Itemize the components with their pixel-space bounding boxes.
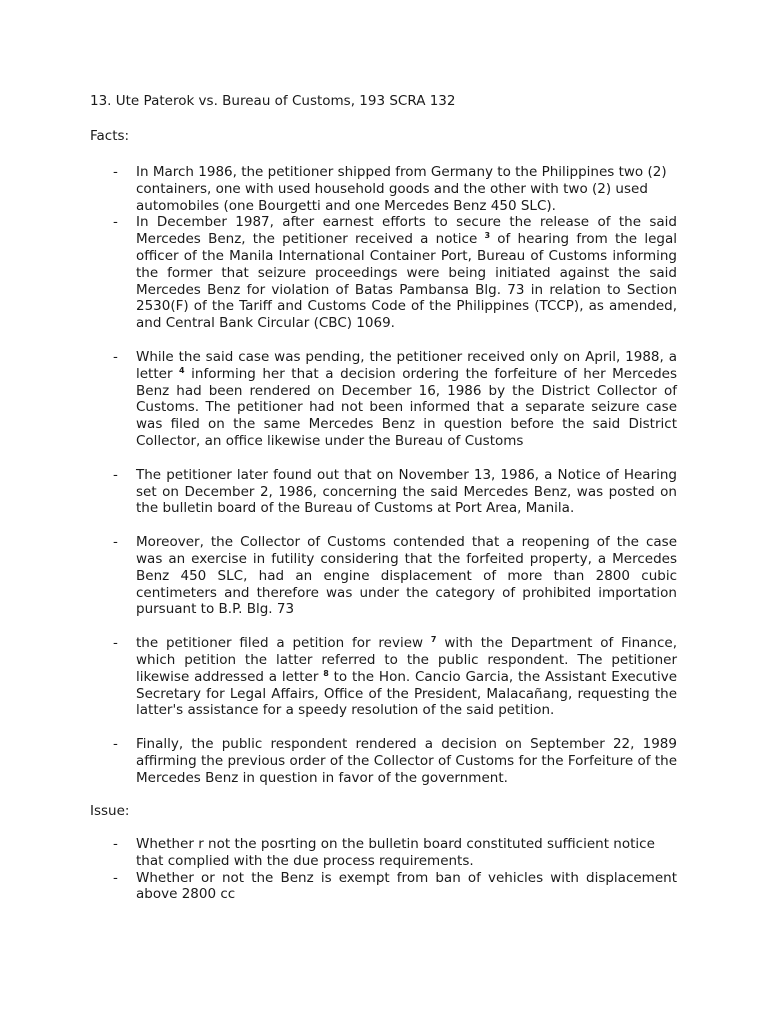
fact-text: In March 1986, the petitioner shipped from Germany to the Philippines two (2) containers, one with used household goods and the other with two (2) used automobiles (one Bourgetti and one Mercedes Benz 450 SLC). [136,164,667,214]
issue-heading: Issue: [90,803,130,819]
bullet-marker: - [113,164,118,180]
fact-text: Finally, the public respondent rendered a decision on September 22, 1989 affirming the previous order of the Collector of Customs for the Forfeiture of the Mercedes Benz in question in favor of the government. [136,736,677,786]
fact-item [113,534,677,618]
fact-text: The petitioner later found out that on November 13, 1986, a Notice of Hearing set on December 2, 1986, concerning the said Mercedes Benz, was posted on the bulletin board of the Bureau of Customs at Port Area, Manila. [136,466,677,517]
footnote-ref: 7 [430,635,437,645]
facts-list [113,164,677,787]
bullet-marker: - [113,466,118,483]
bullet-marker: - [113,635,118,652]
bullet-marker: - [113,348,118,365]
issue-text: Whether or not the Benz is exempt from ban of vehicles with displacement above 2800 cc [136,869,677,903]
issue-item [113,836,677,870]
bullet-marker: - [113,836,118,852]
issue-list [113,836,677,903]
fact-text: In December 1987, after earnest efforts to secure the release of the said Mercedes Benz, the petitioner received a notice $^3$ of hearing from the legal officer of the Manila International Container Port, Bureau of Customs informing the former that seizure proceedings were being initiated against the said Mercedes Benz for violation of Batas Pambansa Blg. 73 in relation to Section 2530(F) of the Tariff and Customs Code of the Philippines (TCCP), as amended, and Central Bank Circular (CBC) 1069. [136,214,677,332]
footnote-ref: 4 [179,365,185,375]
bullet-marker: - [113,534,118,551]
fact-item [113,635,677,719]
bullet-marker: - [113,736,118,753]
fact-item [113,467,677,517]
fact-text: Moreover, the Collector of Customs contended that a reopening of the case was an exercise in futility considering that the forfeited property, a Mercedes Benz 450 SLC, had an engine displacement of more than 2800 cubic centimeters and therefore was under the category of prohibited importation pursuant to B.P. Blg. 73 [136,534,677,618]
bullet-marker: - [113,214,118,231]
fact-text: While the said case was pending, the petitioner received only on April, 1988, a letter $^4$ informing her that a decision ordering the forfeiture of her Mercedes Benz had been rendered on December 16, 1986 by the District Collector of Customs. The petitioner had not been informed that a separate seizure case was filed on the same Mercedes Benz in question before the said District Collector, an office likewise under the Bureau of Customs [136,348,678,449]
footnote-ref: 8 [323,668,329,678]
fact-item [113,164,677,214]
facts-heading: Facts: [90,128,130,144]
case-title: 13. Ute Paterok vs. Bureau of Customs, 193 SCRA 132 [90,93,456,109]
fact-text: the petitioner filed a petition for review $^7$ with the Department of Finance, which petition the latter referred to the public respondent. The petitioner likewise addressed a letter $^8$ to the Hon. Cancio Garcia, the Assistant Executive Secretary for Legal Affairs, Office of the President, Malacañang, requesting the latter's assistance for a speedy resolution of the said petition. [136,635,678,719]
fact-item [113,349,677,450]
issue-item [113,870,677,904]
footnote-ref: 3 [484,231,491,241]
issue-text: Whether r not the posrting on the bulletin board constituted sufficient notice that complied with the due process requirements. [136,836,655,869]
fact-item [113,736,677,786]
fact-item [113,214,677,332]
bullet-marker: - [113,869,118,886]
